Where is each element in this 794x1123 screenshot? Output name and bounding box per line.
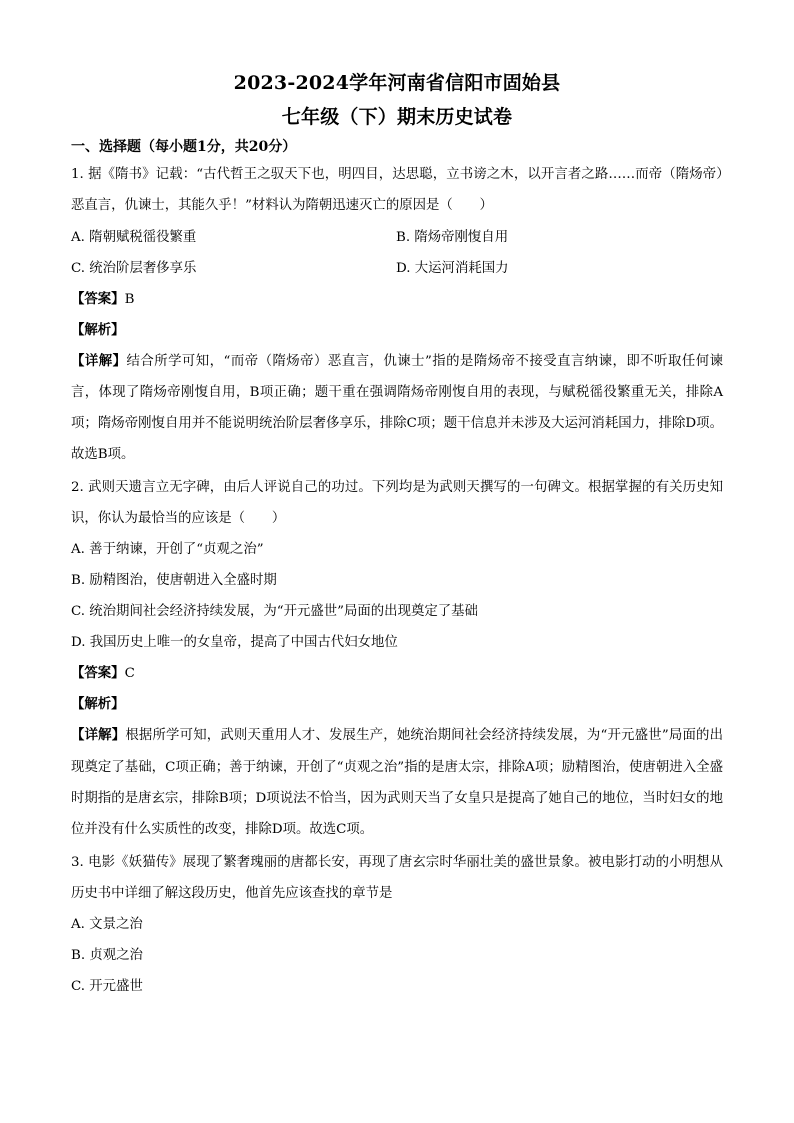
question-2-detail <box>71 720 723 845</box>
question-1-analysis-label <box>71 315 723 346</box>
question-3 <box>71 847 723 1003</box>
question-2-stem: 2. 武则天遗言立无字碑，由后人评说自己的功过。下列均是为武则天撰写的一句碑文。根据掌握的有关历史知识，你认为最恰当的应该是（ ） <box>71 479 723 527</box>
question-1-stem: 1. 据《隋书》记载：“古代哲王之驭天下也，明四目，达思聪，立书谤之木，以开言者之路……而帝（隋炀帝）恶直言，仇谏士，其能久乎！”材料认为隋朝迅速灭亡的原因是（ ） <box>71 167 723 214</box>
exam-title-line2: 七年级（下）期末历史试卷 <box>281 106 513 128</box>
question-2-option-b: B. 励精图治，使唐朝进入全盛时期 <box>71 573 277 589</box>
detail-tag: 【详解】 <box>71 352 127 369</box>
question-2 <box>71 472 723 846</box>
question-1 <box>71 159 723 471</box>
question-1-option-d: D. 大运河消耗国力 <box>396 260 509 276</box>
question-2-analysis-label <box>71 689 723 720</box>
question-2-option-c: C. 统治期间社会经济持续发展，为“开元盛世”局面的出现奠定了基础 <box>71 604 478 620</box>
question-3-option-a: A. 文景之治 <box>71 917 143 933</box>
question-1-option-b: B. 隋炀帝刚愎自用 <box>396 229 509 245</box>
question-1-answer <box>71 284 723 315</box>
question-2-option-d: D. 我国历史上唯一的女皇帝，提高了中国古代妇女地位 <box>71 635 398 651</box>
question-1-option-a: A. 隋朝赋税徭役繁重 <box>71 229 197 245</box>
question-1-options-row-2 <box>71 253 723 284</box>
question-1-detail-text: 结合所学可知，“而帝（隋炀帝）恶直言，仇谏士”指的是隋炀帝不接受直言纳谏，即不听取任何谏言，体现了隋炀帝刚愎自用，B项正确；题干重在强调隋炀帝刚愎自用的表现，与赋税徭役繁重无关，排除A项；隋炀帝刚愎自用并不能说明统治阶层奢侈享乐，排除C项；题干信息并未涉及大运河消耗国力，排除D项。故选B项。 <box>71 353 723 463</box>
question-3-option-c: C. 开元盛世 <box>71 979 143 995</box>
question-1-options-row-1 <box>71 222 723 253</box>
question-2-answer-value: C <box>124 666 135 682</box>
question-2-detail-text: 根据所学可知，武则天重用人才、发展生产，她统治期间社会经济持续发展，为“开元盛世”局面的出现奠定了基础，C项正确；善于纳谏，开创了“贞观之治”指的是唐太宗，排除A项；励精图治，使唐朝进入全盛时期指的是唐玄宗，排除B项；D项说法不恰当，因为武则天当了女皇只是提高了她自己的地位，当时妇女的地位并没有什么实质性的改变，排除D项。故选C项。 <box>71 728 723 838</box>
question-2-answer <box>71 658 723 689</box>
exam-title-line1: 2023-2024学年河南省信阳市固始县 <box>233 72 561 94</box>
question-1-answer-value: B <box>124 291 135 307</box>
section-heading-choice: 一、选择题（每小题1分，共20分） <box>71 139 297 155</box>
answer-tag: 【答案】 <box>71 665 125 682</box>
analysis-tag: 【解析】 <box>71 696 125 713</box>
analysis-tag: 【解析】 <box>71 321 125 338</box>
question-1-option-c: C. 统治阶层奢侈享乐 <box>71 260 197 276</box>
question-2-option-a: A. 善于纳谏，开创了“贞观之治” <box>71 542 264 558</box>
question-1-detail <box>71 346 723 471</box>
question-3-stem: 3. 电影《妖猫传》展现了繁奢瑰丽的唐都长安，再现了唐玄宗时华丽壮美的盛世景象。被电影打动的小明想从历史书中详细了解这段历史，他首先应该查找的章节是 <box>71 854 723 901</box>
question-3-option-b: B. 贞观之治 <box>71 948 143 964</box>
answer-tag: 【答案】 <box>71 290 125 307</box>
detail-tag: 【详解】 <box>71 727 126 744</box>
